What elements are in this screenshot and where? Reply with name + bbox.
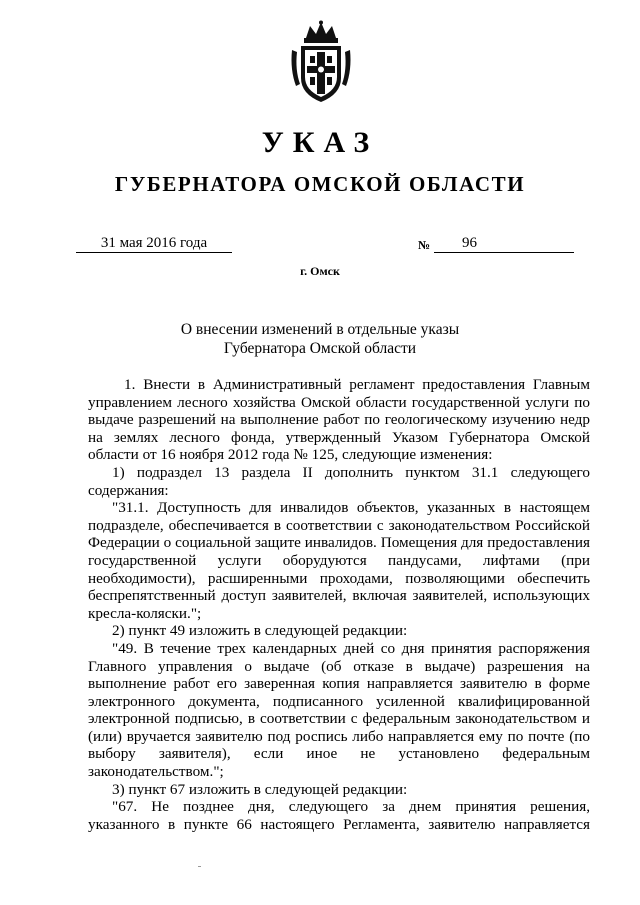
document-city: г. Омск bbox=[300, 264, 340, 278]
body-line: подразделе, обеспечивается в соответствии с законодательством Российской bbox=[88, 516, 590, 534]
body-line: "31.1. Доступность для инвалидов объектов, указанных в настоящем bbox=[112, 499, 590, 517]
body-line: выдаче разрешений на выполнение работ по геологическому изучению недр bbox=[88, 411, 590, 429]
body-line: управлением лесного хозяйства Омской области государственной услуги по bbox=[88, 393, 590, 411]
body-line: Главного управления о выдаче (об отказе в выдаче) разрешения на bbox=[88, 657, 590, 675]
document-number: 96 bbox=[462, 235, 477, 251]
document-date: 31 мая 2016 года bbox=[76, 234, 232, 253]
document-subtitle: ГУБЕРНАТОРА ОМСКОЙ ОБЛАСТИ bbox=[114, 172, 526, 196]
body-line: законодательством."; bbox=[88, 763, 224, 781]
body-line: области от 16 ноября 2012 года № 125, следующие изменения: bbox=[88, 446, 493, 464]
document-title: УКАЗ bbox=[261, 126, 379, 159]
body-line: содержания: bbox=[88, 481, 169, 499]
body-line: беспрепятственный доступ заявителей, включая заявителей, использующих bbox=[88, 587, 590, 605]
body-line: указанного в пункте 66 настоящего Регламента, заявителю направляется bbox=[88, 815, 590, 833]
body-line: Федерации о социальной защите инвалидов. Помещения для предоставления bbox=[88, 534, 590, 552]
body-line: государственной услуги оборудуются пандусами, лифтами (при bbox=[88, 551, 590, 569]
body-line: 2) пункт 49 изложить в следующей редакции: bbox=[112, 622, 408, 640]
subject-line: О внесении изменений в отдельные указы bbox=[180, 321, 460, 338]
body-line: электронной подписью, в соответствии с федеральным законодательством и bbox=[88, 710, 590, 728]
coat-of-arms-icon bbox=[288, 20, 354, 104]
document-subject bbox=[0, 320, 640, 358]
body-line: 1. Внести в Административный регламент предоставления Главным bbox=[124, 376, 590, 393]
document-body bbox=[88, 376, 590, 833]
body-line: необходимости), расширенными проходами, позволяющими обеспечить bbox=[88, 569, 590, 587]
body-line: 3) пункт 67 изложить в следующей редакции: bbox=[112, 780, 408, 798]
body-line: электронного документа, подписанного усиленной квалифицированной bbox=[88, 692, 590, 710]
body-line: "67. Не позднее дня, следующего за днем принятия решения, bbox=[112, 798, 590, 816]
body-line: 1) подраздел 13 раздела II дополнить пунктом 31.1 следующего bbox=[112, 463, 590, 481]
body-line: (или) вручается заявителю под роспись либо направляется ему по почте (по bbox=[88, 727, 590, 745]
document-number-field bbox=[434, 234, 574, 253]
subject-line: Губернатора Омской области bbox=[223, 340, 417, 357]
body-line: выполнение работ его заверенная копия направляется заявителю в форме bbox=[88, 675, 590, 693]
number-label: № bbox=[418, 238, 431, 252]
body-line: на землях лесного фонда, утвержденный Указом Губернатора Омской bbox=[88, 428, 590, 446]
body-line: "49. В течение трех календарных дней со дня принятия распоряжения bbox=[112, 639, 590, 657]
body-line: выбору заявителя), если иное не установлено федеральным bbox=[88, 745, 590, 763]
scan-speck bbox=[198, 866, 201, 867]
body-line: кресла-коляски."; bbox=[88, 604, 202, 622]
